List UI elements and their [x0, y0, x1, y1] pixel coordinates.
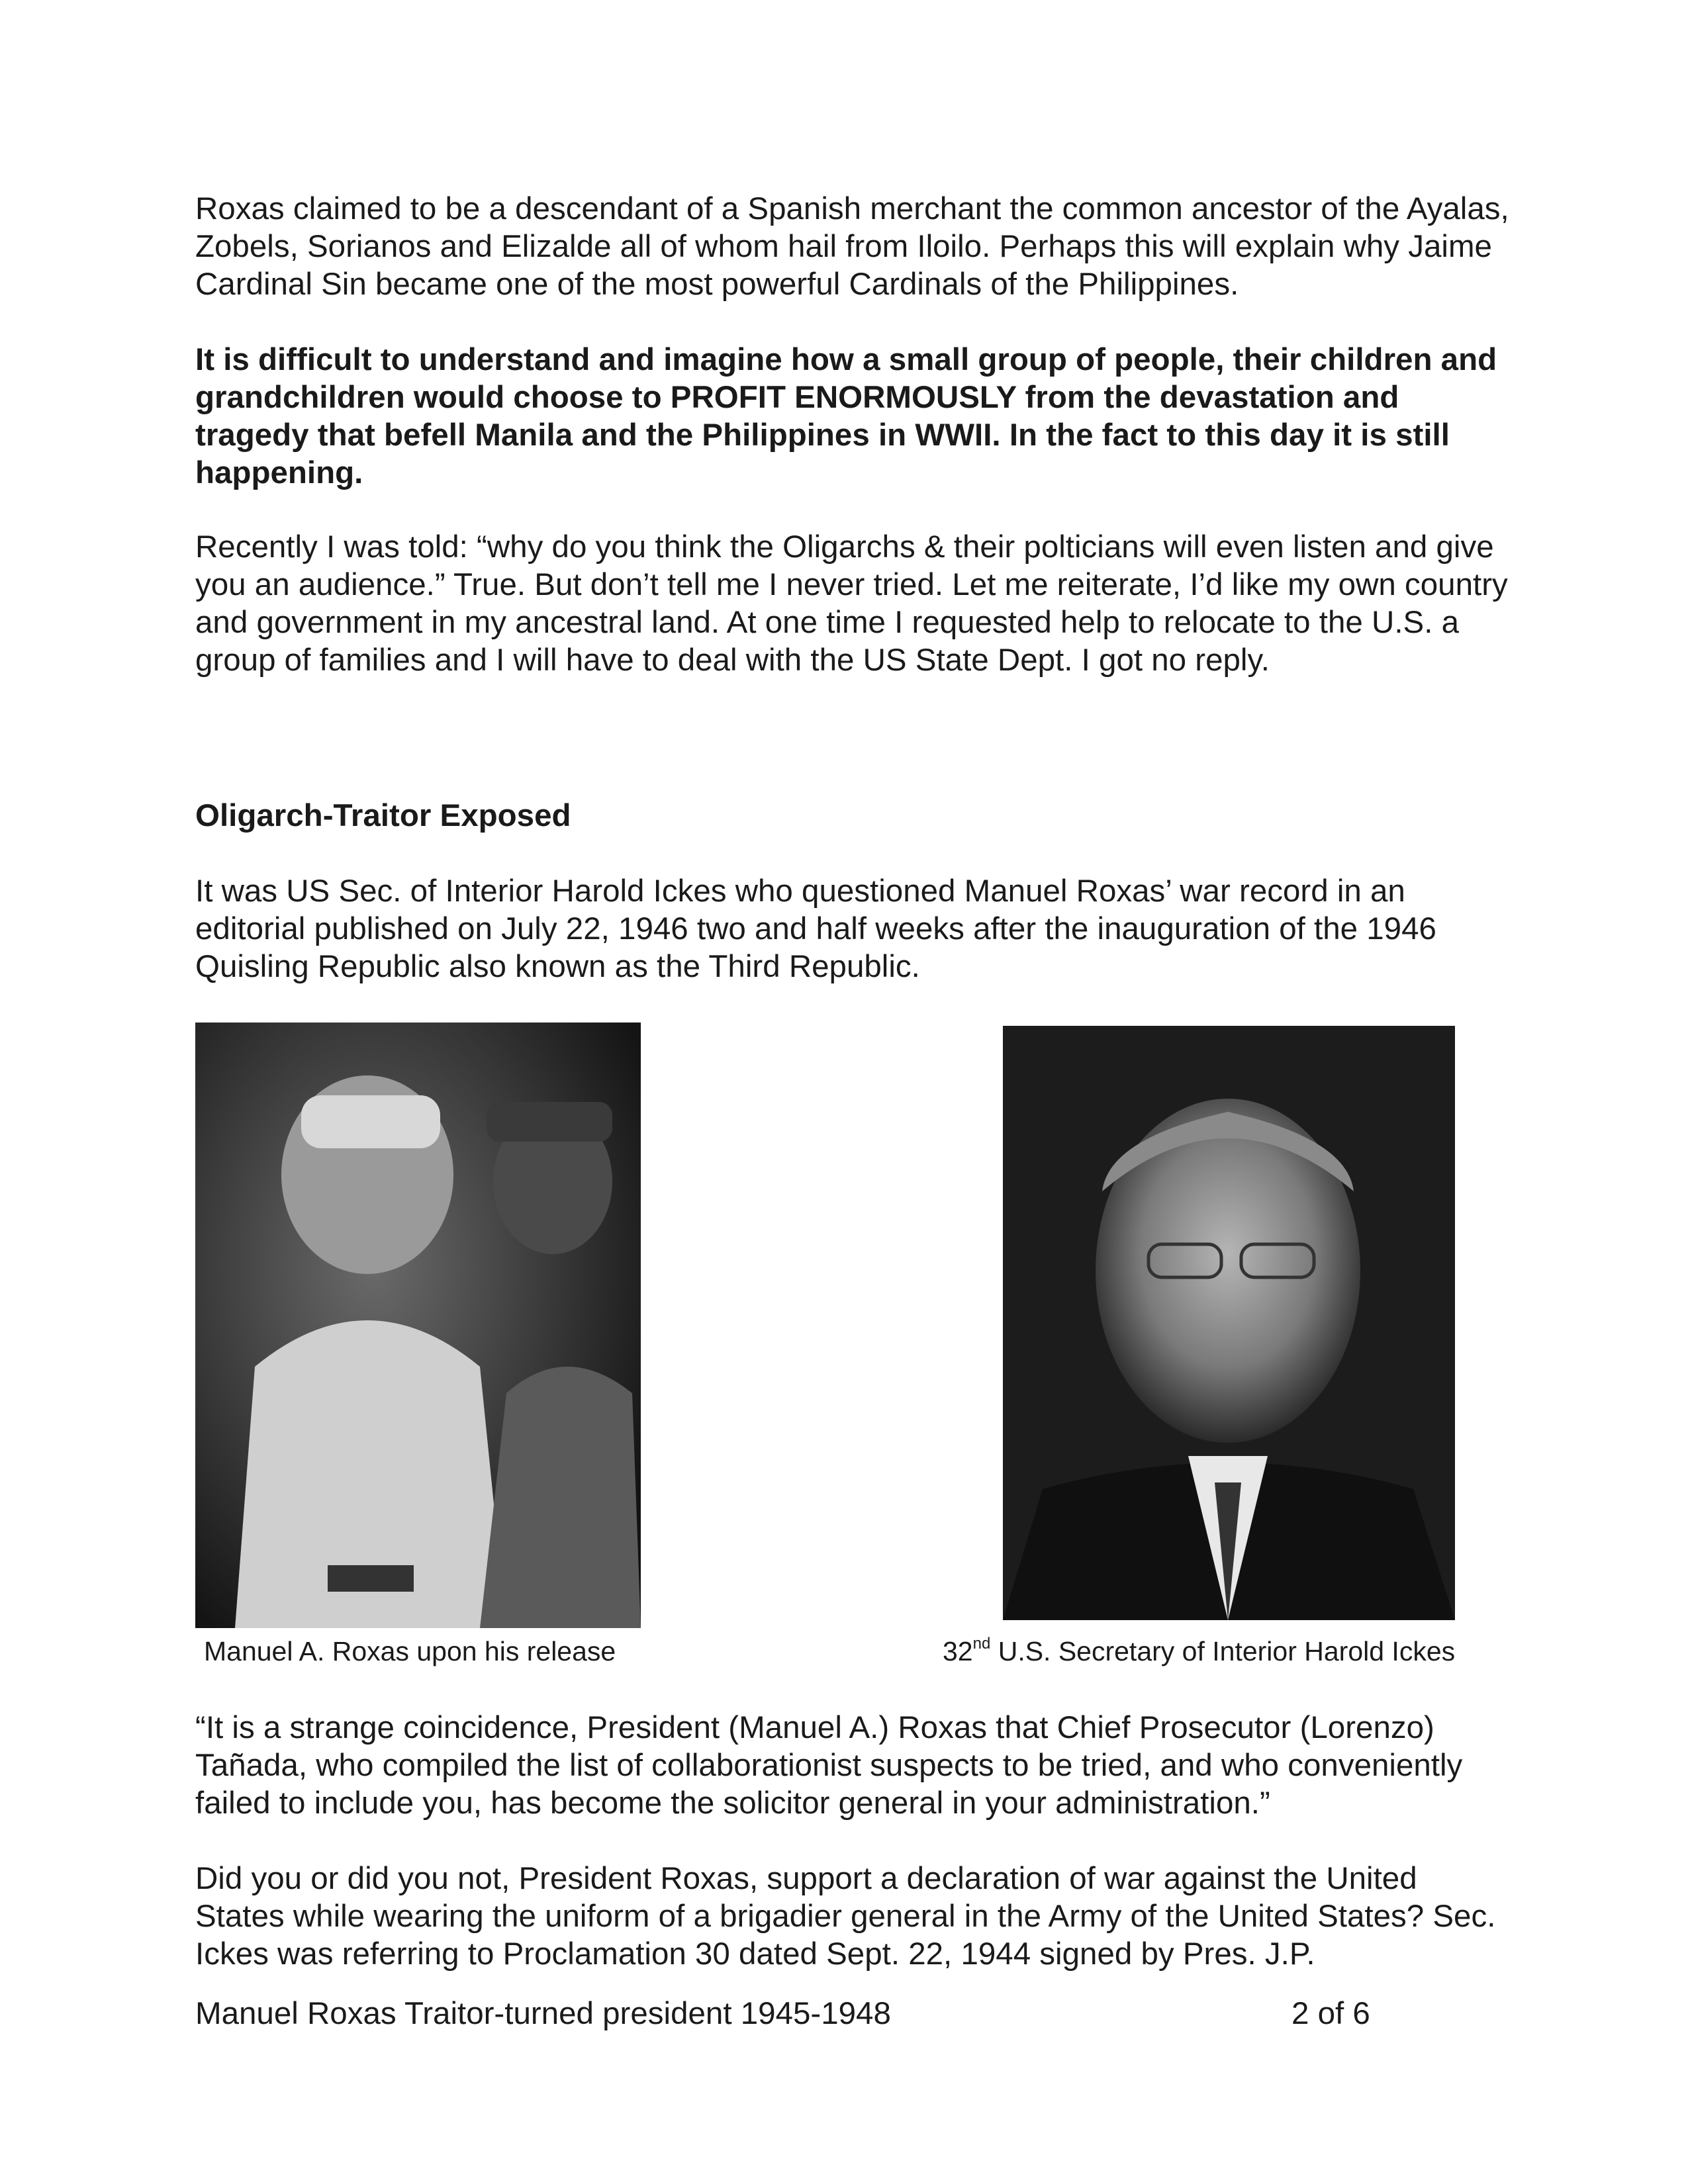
paragraph-ickes-quote: “It is a strange coincidence, President (Manuel A.) Roxas that Chief Prosecutor (Lorenzo) Tañada, who compiled the list of collaborationist suspects to be tried, and who conveniently failed to include you, has become the solicitor general in your administration.” — [195, 1710, 1463, 1821]
photo-harold-ickes — [1003, 1026, 1455, 1620]
section-heading: Oligarch-Traitor Exposed — [195, 798, 571, 833]
caption-ickes-text: U.S. Secretary of Interior Harold Ickes — [990, 1636, 1456, 1666]
caption-ickes-ordinal: 32 — [943, 1636, 973, 1666]
footer-title: Manuel Roxas Traitor-turned president 1945-1948 — [195, 1996, 891, 2031]
page-number: 2 of 6 — [1291, 1996, 1370, 2031]
paragraph-ancestry: Roxas claimed to be a descendant of a Spanish merchant the common ancestor of the Ayalas, Zobels, Sorianos and Elizalde all of whom hail from Iloilo. Perhaps this will explain why Jaime Cardinal Sin became one of the most powerful Cardinals of the Philippines. — [195, 191, 1509, 302]
caption-ickes-ordinal-suffix: nd — [972, 1635, 991, 1653]
paragraph-profit-statement: It is difficult to understand and imagine how a small group of people, their children and grandchildren would choose to PROFIT ENORMOUSLY from the devastation and tragedy that befell Manila and the Philippines in WWII. In the fact to this day it is still happening. — [195, 342, 1497, 490]
paragraph-declaration-question: Did you or did you not, President Roxas, support a declaration of war against the United States while wearing the uniform of a brigadier general in the Army of the United States? Sec. Ickes was referring to Proclamation 30 dated Sept. 22, 1944 signed by Pres. J.P. — [195, 1861, 1496, 1972]
paragraph-ickes-editorial: It was US Sec. of Interior Harold Ickes who questioned Manuel Roxas’ war record in an editorial published on July 22, 1946 two and half weeks after the inauguration of the 1946 Quisling Republic also known as the Third Republic. — [195, 874, 1436, 984]
photo-manuel-roxas — [195, 1023, 641, 1628]
paragraph-recently-told: Recently I was told: “why do you think the Oligarchs & their polticians will even listen and give you an audience.” True. But don’t tell me I never tried. Let me reiterate, I’d like my own country and government in my ancestral land. At one time I requested help to relocate to the U.S. a group of families and I will have to deal with the US State Dept. I got no reply. — [195, 529, 1508, 678]
caption-roxas: Manuel A. Roxas upon his release — [204, 1636, 616, 1666]
caption-ickes — [943, 1635, 1455, 1668]
